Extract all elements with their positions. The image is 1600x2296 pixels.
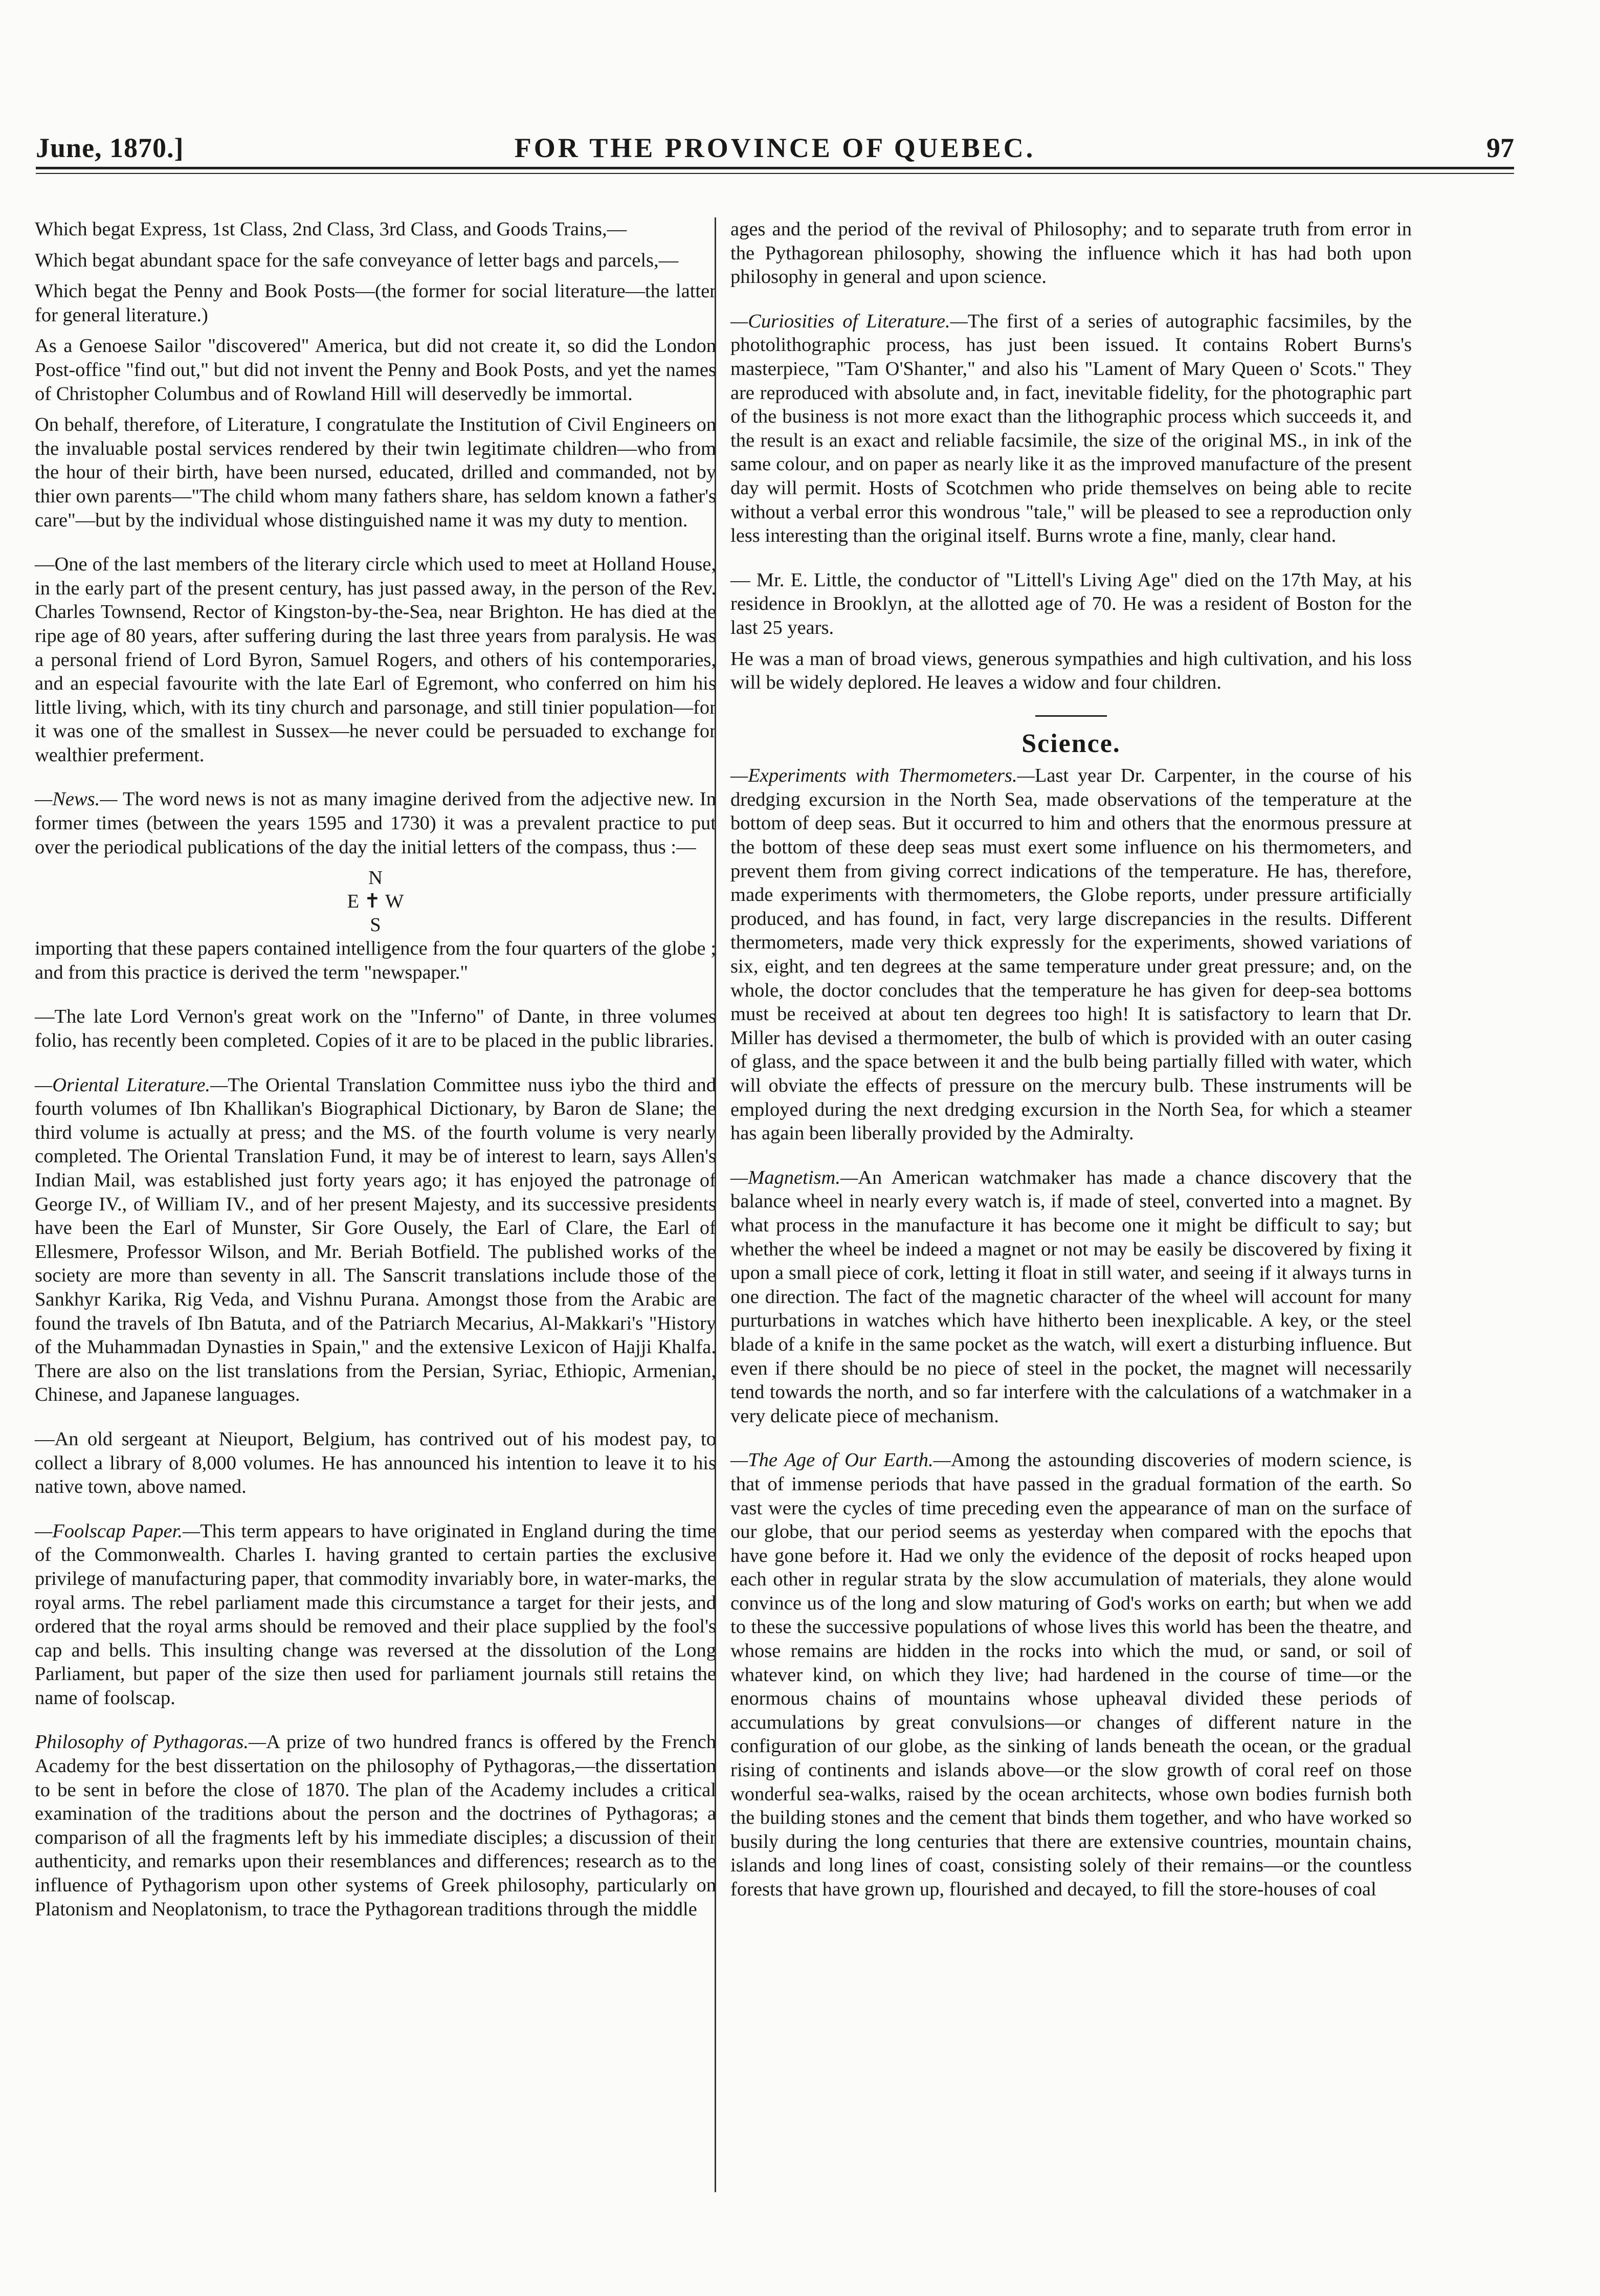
article-age-of-earth: [730, 1448, 1412, 1901]
compass-east-west: E ✝ W: [347, 891, 404, 913]
compass-south: S: [370, 914, 381, 936]
section-heading-science: Science.: [1021, 728, 1121, 758]
article-little-obituary: — Mr. E. Little, the conductor of "Littell's Living Age" died on the 17th May, at his residence in Brooklyn, at the allotted age of 70. He was a resident of Boston for the last 25 years.: [730, 569, 1412, 638]
article-pythagoras: [35, 1730, 716, 1921]
pythagoras-lead: Philosophy of Pythagoras.—: [35, 1731, 266, 1753]
article-curiosities: [730, 310, 1412, 548]
article-news: [35, 787, 716, 859]
magnetism-text: An American watchmaker has made a chance discovery that the balance wheel in nearly every watch is, if made of steel, converted into a magnet. By what process in the manufacture it has become one it might be difficult to say; but whether the wheel be indeed a magnet or not may be easily be discovered by fixing it upon a small piece of cork, letting it float in still water, and seeing if it always turns in one direction. The fact of the magnetic character of the wheel will account for many purturbations in watches which have hitherto been inexplicable. A key, or the steel blade of a knife in the same pocket as the watch, will exert a disturbing influence. But even if there should be no piece of steel in the pocket, the magnet will necessarily tend towards the north, and so far interfere with the calculations of a watchmaker in a very delicate piece of mechanism.: [730, 1166, 1412, 1427]
page-number: 97: [1486, 133, 1514, 163]
article-magnetism: [730, 1166, 1412, 1428]
compass-north: N: [368, 867, 383, 889]
curiosities-text: The first of a series of autographic facsimiles, by the photolithographic process, has just been issued. It contains Robert Burns's masterpiece, "Tam O'Shanter," and also his "Lament of Mary Queen o' Scots." They are reproduced with absolute and, in fact, inevitable fidelity, for the photographic part of the business is not more exact than the lithographic process which succeeds it, and the result is an exact and reliable facsimile, the size of the original MS., in ink of the same colour, and on paper as nearly like it as the improved manufacture of the present day will permit. Hosts of Scotchmen who pride themselves on being able to recite without a verbal error this wondrous "tale," will be pleased to see a reproduction only less interesting than the original itself. Burns wrote a fine, manly, clear hand.: [730, 310, 1412, 547]
article-thermometers: [730, 764, 1412, 1145]
header-rule-thin: [36, 173, 1514, 174]
news-conclusion: importing that these papers contained intelligence from the four quarters of the globe ; and from this practice is derived the term "newspaper.": [35, 938, 716, 983]
pythagoras-text: A prize of two hundred francs is offered by the French Academy for the best dissertation on the philosophy of Pythagoras,—the dissertation to be sent in before the close of 1870. The plan of the Academy includes a critical examination of the traditions about the person and the doctrines of Pythagoras; a comparison of all the fragments left by his immediate disciples; a discussion of their authenticity, and remarks upon their resemblances and differences; research as to the influence of Pythagorism upon other systems of Greek philosophy, particularly on Platonism and Neoplatonism, to trace the Pythagorean traditions through the middle: [35, 1731, 716, 1920]
article-sergeant-library: —An old sergeant at Nieuport, Belgium, has contrived out of his modest pay, to collect a library of 8,000 volumes. He has announced his intention to leave it to his native town, above named.: [35, 1428, 716, 1498]
header-date: June, 1870.]: [36, 133, 184, 163]
thermometers-lead: —Experiments with Thermometers.—: [730, 765, 1035, 787]
news-text: The word news is not as many imagine derived from the adjective new. In former times (between the years 1595 and 1730) it was a prevalent practice to put over the periodical publications of the day the initial letters of the compass, thus :—: [35, 788, 716, 858]
earth-lead: —The Age of Our Earth.—: [730, 1449, 951, 1471]
article-lord-vernon: —The late Lord Vernon's great work on the "Inferno" of Dante, in three volumes folio, has recently been completed. Copies of it are to be placed in the public libraries.: [35, 1006, 716, 1052]
header-title: FOR THE PROVINCE OF QUEBEC.: [514, 133, 1036, 163]
paragraph-express-trains: Which begat Express, 1st Class, 2nd Class, 3rd Class, and Goods Trains,—: [35, 218, 627, 240]
article-oriental-literature: [35, 1073, 716, 1407]
pythagoras-continued: ages and the period of the revival of Philosophy; and to separate truth from error in the Pythagorean philosophy, showing the influence which it has had both upon philosophy in general and upon science.: [730, 218, 1412, 288]
paragraph-letter-bags: Which begat abundant space for the safe conveyance of letter bags and parcels,—: [35, 249, 679, 271]
news-lead: —News.—: [35, 788, 118, 810]
oriental-text: The Oriental Translation Committee nuss iybo the third and fourth volumes of Ibn Khallikan's Biographical Dictionary, by Baron de Slane; the third volume is actually at press; and the MS. of the fourth volume is very nearly completed. The Oriental Translation Fund, it may be of interest to learn, says Allen's Indian Mail, was established just forty years ago; it has enjoyed the patronage of George IV., of William IV., and of her present Majesty, and its successive presidents have been the Earl of Munster, Sir Gore Ousely, the Earl of Clare, the Earl of Ellesmere, Professor Wilson, and Mr. Beriah Botfield. The published works of the society are more than seventy in all. The Sanscrit translations include those of the Sankhyr Karika, Rig Veda, and Vishnu Purana. Amongst those from the Arabic are found the travels of Ibn Batuta, and of the Patriarch Mecarius, Al-Makkari's "History of the Muhammadan Dynasties in Spain," and the extensive Lexicon of Hajji Khalfa. There are also on the list translations from the Persian, Syriac, Ethiopic, Armenian, Chinese, and Japanese languages.: [35, 1074, 716, 1406]
running-header: [36, 128, 1514, 164]
curiosities-lead: —Curiosities of Literature.—: [730, 310, 968, 332]
earth-text: Among the astounding discoveries of modern science, is that of immense periods that have passed in the gradual formation of the earth. So vast were the cycles of time preceding even the appearance of man on the surface of our globe, that our period seems as yesterday when compared with the epochs that have gone before it. Had we only the evidence of the deposit of rocks heaped upon each other in regular strata by the slow accumulation of materials, they alone would convince us of the long and slow maturing of God's works on earth; but when we add to these the successive populations of whose lives this world has been the theatre, and whose remains are hidden in the rocks into which the mud, or sand, or soil of whatever kind, on which they live; had hardened in the course of time—or the enormous chains of mountains whose upheaval divided these periods of accumulations by great convulsions—or changes of different nature in the configuration of our globe, as the sinking of lands beneath the ocean, or the gradual rising of continents and islands above—or the slow growth of coral reef on those wonderful sea-walks, raised by the ocean architects, whose own bodies furnish both the building stones and the cement that binds them together, and who have worked so busily during the long centuries that there are extensive countries, mountain chains, islands and long lines of coast, consisting solely of their remains—or the countless forests that have grown up, flourished and decayed, to fill the store-houses of coal: [730, 1449, 1412, 1900]
foolscap-text: This term appears to have originated in England during the time of the Commonwealth. Charles I. having granted to certain parties the exclusive privilege of manufacturing paper, that commodity invariably bore, in water-marks, the royal arms. The rebel parliament made this circumstance a target for their jests, and ordered that the royal arms should be removed and their place supplied by the fool's cap and bells. This insulting change was reversed at the dissolution of the Long Parliament, but paper of the size then used for parliament journals still retains the name of foolscap.: [35, 1520, 716, 1709]
right-column: [730, 217, 1412, 1909]
article-holland-house: —One of the last members of the literary circle which used to meet at Holland House, in the early part of the present century, has just passed away, in the person of the Rev. Charles Townsend, Rector of Kingston-by-the-Sea, near Brighton. He has died at the ripe age of 80 years, after suffering during the last three years from paralysis. He was a personal friend of Lord Byron, Samuel Rogers, and others of his contemporaries, and an especial favourite with the late Earl of Egremont, who conferred on him his little living, which, with its tiny church and parsonage, and still tinier population—for it was one of the smallest in Sussex—he never could be persuaded to exchange for wealthier preferment.: [35, 554, 716, 766]
oriental-lead: —Oriental Literature.—: [35, 1074, 228, 1096]
left-column: [35, 217, 716, 1928]
little-obituary-continued: He was a man of broad views, generous sympathies and high cultivation, and his loss will be widely deplored. He leaves a widow and four children.: [730, 648, 1412, 694]
paragraph-penny-posts: Which begat the Penny and Book Posts—(the former for social literature—the latter for general literature.): [35, 280, 716, 326]
header-rule-thick: [36, 167, 1514, 169]
paragraph-genoese-sailor: As a Genoese Sailor "discovered" America, but did not create it, so did the London Post-office "find out," but did not invent the Penny and Book Posts, and yet the names of Christopher Columbus and of Rowland Hill will deservedly be immortal.: [35, 335, 716, 405]
foolscap-lead: —Foolscap Paper.—: [35, 1520, 201, 1542]
section-rule: [1035, 715, 1107, 717]
column-divider: [715, 217, 716, 2192]
paragraph-civil-engineers: On behalf, therefore, of Literature, I congratulate the Institution of Civil Engineers on the invaluable postal services rendered by their twin legitimate children—who from the hour of their birth, have been nursed, educated, drilled and commanded, not by thier own parents—"The child whom many fathers share, has seldom known a father's care"—but by the individual whose distinguished name it was my duty to mention.: [35, 414, 716, 531]
thermometers-text: Last year Dr. Carpenter, in the course of his dredging excursion in the North Sea, made observations of the temperature at the bottom of deep seas. But it occurred to him and others that the enormous pressure at the bottom of these deep seas must exert some influence on his thermometers, and prevent them from giving correct indications of the temperature. He has, therefore, made experiments with thermometers, the Globe reports, under pressure artificially produced, and has found, in fact, very large discrepancies in the results. Different thermometers, made very thick expressly for the experiments, showed variations of six, eight, and ten degrees at the same temperature under great pressure; and, on the whole, the doctor concludes that the temperature he has given for deep-sea bottoms must be received at about ten degrees too high! It is satisfactory to learn that Dr. Miller has devised a thermometer, the bulb of which is provided with an outer casing of glass, and the space between it and the bulb being partially filled with water, which will obviate the effects of pressure on the mercury bulb. These instruments will be employed during the next dredging excursion in the North Sea, for which a steamer has again been liberally provided by the Admiralty.: [730, 765, 1412, 1144]
article-foolscap: [35, 1519, 716, 1710]
magnetism-lead: —Magnetism.—: [730, 1166, 858, 1188]
